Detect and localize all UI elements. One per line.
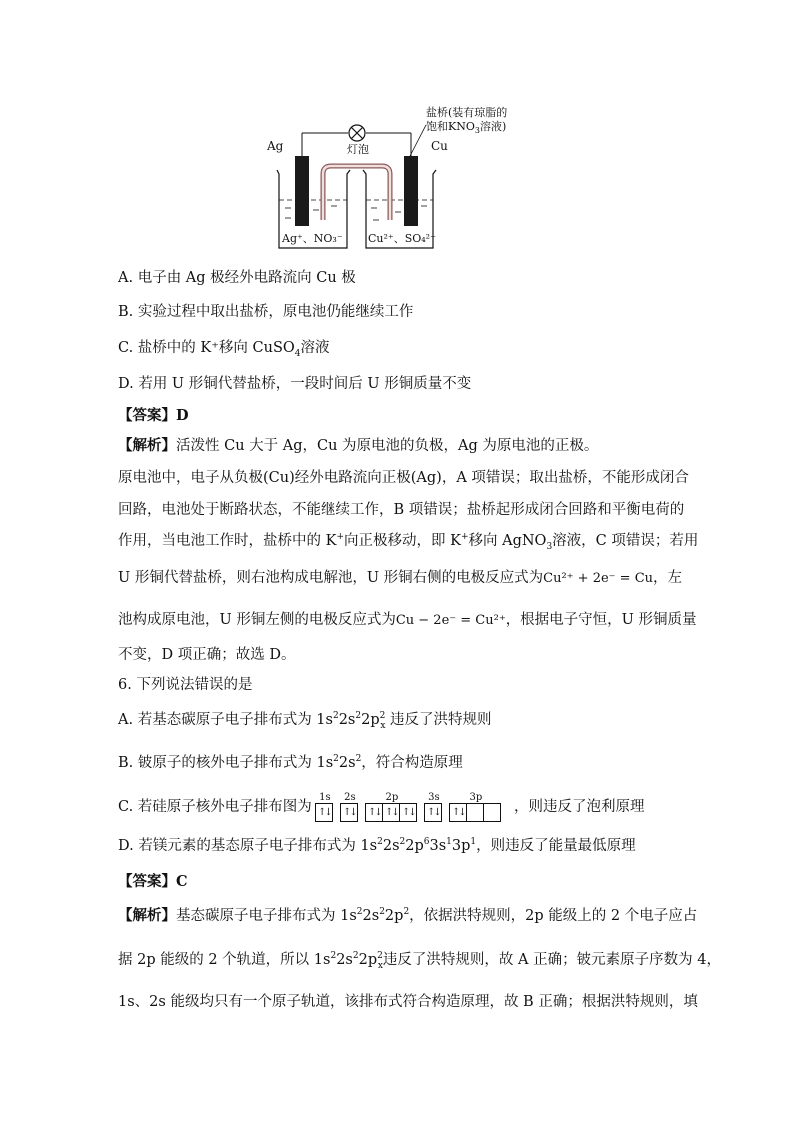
left-solution-label: Ag⁺、NO₃⁻ (282, 232, 343, 245)
cu-electrode-label: Cu (431, 139, 448, 153)
galvanic-cell-figure (255, 100, 555, 255)
orbital-box: ↑↓ (399, 803, 417, 822)
q5-option-c: C. 盐桥中的 K⁺移向 CuSO$_4$溶液 (118, 340, 330, 359)
orbital-label: 2p (385, 792, 399, 803)
q5-option-a: A. 电子由 Ag 极经外电路流向 Cu 极 (118, 270, 356, 286)
orbital-label: 2s (344, 792, 356, 803)
cu-electrode (404, 156, 418, 226)
q5-answer: 【答案】D (118, 407, 189, 424)
orbital-box: ↑↓ (424, 803, 442, 822)
q5-analysis-line3: 回路，电池处于断路状态，不能继续工作，B 项错误；盐桥起形成闭合回路和平衡电荷的 (118, 502, 685, 518)
q5-analysis-line4: 作用，当电池工作时，盐桥中的 K+向正极移动，即 K+移向 AgNO$_3$溶液，C 项错误；若用 (118, 532, 699, 552)
q6-option-a: A. 若基态碳原子电子排布式为 $1s^22s^22p^2_x$ 违反了洪特规则 (118, 711, 492, 731)
orbital-box: ↑↓ (449, 803, 467, 822)
orbital-box: ↑↓ (382, 803, 400, 822)
q6-option-b: B. 铍原子的核外电子排布式为 $1s^22s^2$，符合构造原理 (118, 754, 463, 771)
bulb-icon (349, 125, 365, 141)
q5-analysis-line1: 【解析】活泼性 Cu 大于 Ag，Cu 为原电池的负极，Ag 为原电池的正极。 (118, 437, 599, 454)
orbital-group-3p (450, 792, 501, 822)
q6-analysis-line1: 【解析】基态碳原子电子排布式为 $1s^22s^22p^2$，依据洪特规则，2p 能级上的 2 个电子应占 (118, 907, 698, 924)
salt-bridge-label-line1: 盐桥(装有琼脂的 (426, 106, 508, 119)
q5-analysis-line2: 原电池中，电子从负极(Cu)经外电路流向正极(Ag)，A 项错误；取出盐桥，不能形成闭合 (118, 470, 689, 486)
orbital-box (483, 803, 501, 822)
q5-analysis-line7: 不变，D 项正确；故选 D。 (118, 647, 296, 663)
q6-option-c: C. 若硅原子核外电子排布图为 1s ↑↓ 2s ↑↓ 2p ↑↓ ↑↓ ↑↓ 3s ↑↓ 3p ↑↓ ，则违反了泡利原理 (118, 790, 645, 824)
orbital-group-1s (316, 792, 333, 822)
salt-bridge-pointer (410, 125, 426, 156)
q5-option-d: D. 若用 U 形铜代替盐桥，一段时间后 U 形铜质量不变 (118, 376, 472, 392)
ag-electrode-label: Ag (267, 139, 284, 153)
orbital-diagram (316, 790, 509, 824)
right-solution-label: Cu²⁺、SO₄²⁻ (368, 232, 436, 245)
ag-electrode (295, 156, 309, 226)
orbital-box: ↑↓ (365, 803, 383, 822)
orbital-group-2s (341, 792, 358, 822)
q5-analysis-line5: U 形铜代替盐桥，则右池构成电解池，U 形铜右侧的电极反应式为Cu²⁺ + 2e⁻ = Cu，左 (118, 570, 683, 586)
orbital-label: 3p (469, 792, 483, 803)
orbital-group-3s (425, 792, 442, 822)
salt-bridge-label-line2: 饱和$KNO_3$溶液) (426, 120, 507, 135)
q6-analysis-line2: 据 2p 能级的 2 个轨道，所以 $1s^22s^22p^2_x$违反了洪特规则，故 A 正确；铍元素原子序数为 4， (118, 951, 721, 971)
bulb-label: 灯泡 (347, 143, 369, 156)
q6-stem: 6. 下列说法错误的是 (118, 677, 253, 693)
q6-analysis-line3: 1s、2s 能级均只有一个原子轨道，该排布式符合构造原理，故 B 正确；根据洪特规则，填 (118, 994, 698, 1010)
q5-option-b: B. 实验过程中取出盐桥，原电池仍能继续工作 (118, 304, 414, 320)
orbital-box: ↑↓ (340, 803, 358, 822)
q6-answer: 【答案】C (118, 873, 188, 890)
q6-option-d: D. 若镁元素的基态原子电子排布式为 $1s^22s^22p^63s^13p^1$，则违反了能量最低原理 (118, 837, 636, 854)
orbital-label: 1s (319, 792, 331, 803)
orbital-group-2p (366, 792, 417, 822)
q5-analysis-line6: 池构成原电池，U 形铜左侧的电极反应式为Cu − 2e⁻ = Cu²⁺，根据电子守恒，U 形铜质量 (118, 612, 697, 628)
orbital-box: ↑↓ (315, 803, 333, 822)
salt-bridge (323, 166, 390, 220)
orbital-label: 3s (428, 792, 440, 803)
orbital-box (466, 803, 484, 822)
